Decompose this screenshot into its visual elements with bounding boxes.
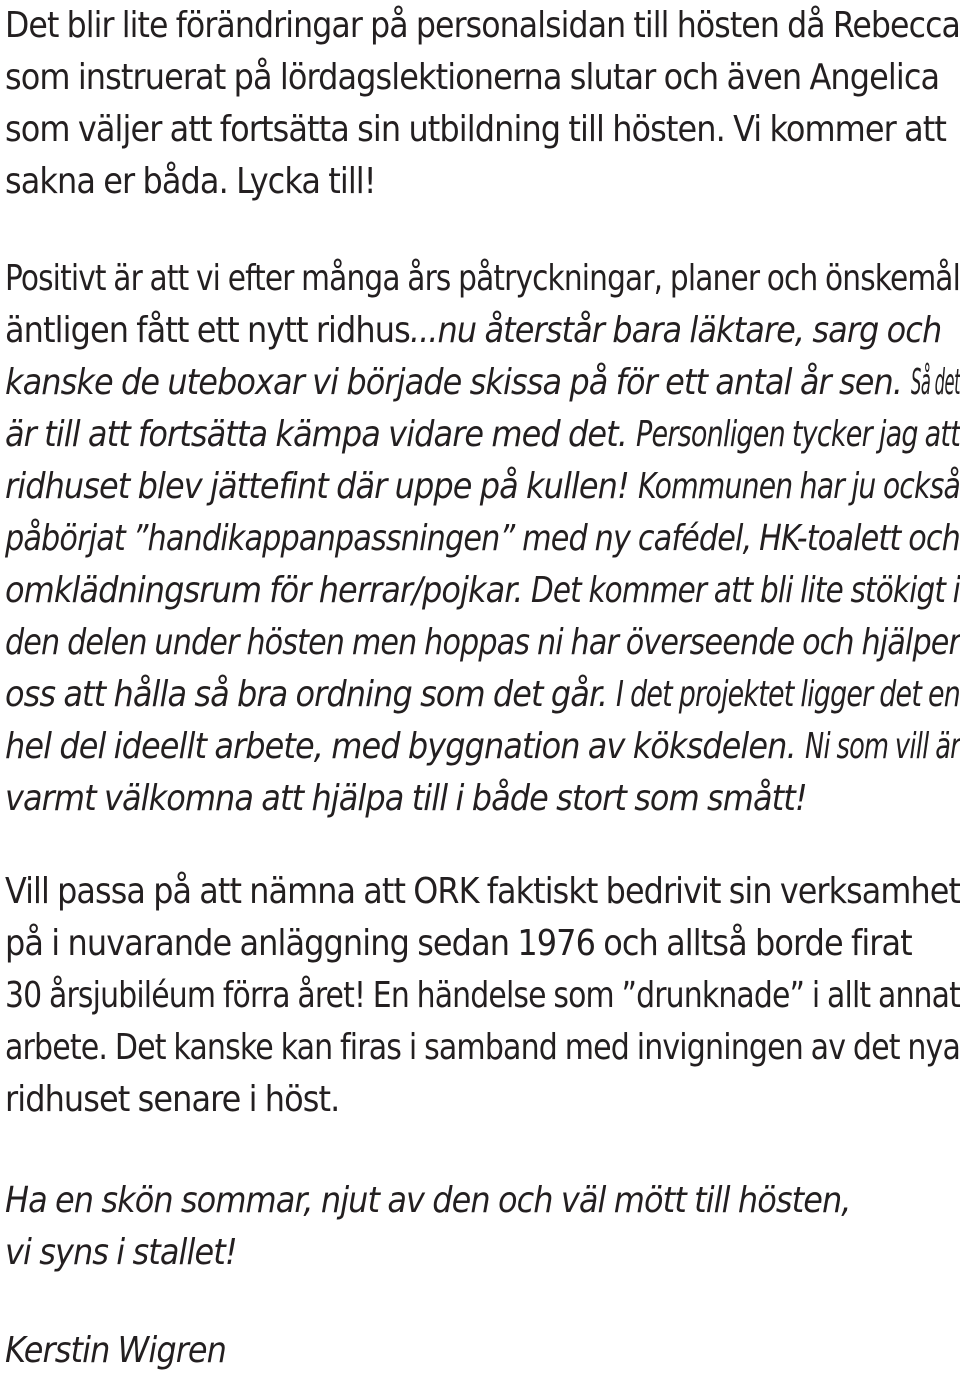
signature: Kerstin Wigren bbox=[5, 1330, 227, 1371]
text-run: Det kommer att bli lite stökigt i bbox=[531, 570, 960, 611]
text-run: Så det bbox=[911, 362, 960, 403]
text-line-continuation bbox=[616, 669, 960, 721]
text-line: är till att fortsätta kämpa vidare med det. bbox=[5, 414, 628, 455]
text-line-continuation bbox=[636, 409, 960, 461]
text-line: 30 årsjubiléum förra året! En händelse som ”drunknade” i allt annat bbox=[5, 975, 960, 1016]
text-run: Personligen tycker jag att bbox=[636, 414, 960, 455]
text-line: varmt välkomna att hjälpa till i både stort som smått! bbox=[5, 778, 807, 819]
text-line: omklädningsrum för herrar/pojkar. bbox=[5, 570, 523, 611]
text-line: ridhuset blev jättefint där uppe på kullen! bbox=[5, 466, 629, 507]
text-line-continuation bbox=[911, 357, 960, 409]
text-line: vi syns i stallet! bbox=[5, 1232, 237, 1273]
text-run: I det projektet ligger det en bbox=[616, 674, 960, 715]
text-line-mixed bbox=[5, 305, 941, 357]
text-line: Ha en skön sommar, njut av den och väl mött till hösten, bbox=[5, 1180, 851, 1221]
text-line: den delen under hösten men hoppas ni har överseende och hjälper bbox=[5, 622, 960, 663]
text-line: Vill passa på att nämna att ORK faktiskt bedrivit sin verksamhet bbox=[5, 871, 960, 912]
text-line: ridhuset senare i höst. bbox=[5, 1079, 340, 1120]
text-line: som väljer att fortsätta sin utbildning till hösten. Vi kommer att bbox=[5, 109, 947, 150]
text-line: Det blir lite förändringar på personalsidan till hösten då Rebecca bbox=[5, 5, 960, 46]
text-line-continuation bbox=[638, 461, 960, 513]
text-run: äntligen fått ett nytt ridhus bbox=[5, 310, 410, 351]
text-line: kanske de uteboxar vi började skissa på för ett antal år sen. bbox=[5, 362, 903, 403]
text-line: som instruerat på lördagslektionerna slutar och även Angelica bbox=[5, 57, 940, 98]
text-line: sakna er båda. Lycka till! bbox=[5, 161, 376, 202]
text-run: Ni som vill är bbox=[804, 726, 960, 767]
text-run: ...nu återstår bara läktare, sarg och bbox=[409, 310, 942, 351]
text-line: påbörjat ”handikappanpassningen” med ny cafédel, HK-toalett och bbox=[5, 518, 960, 559]
text-line: på i nuvarande anläggning sedan 1976 och alltså borde firat bbox=[5, 923, 912, 964]
text-line: Positivt är att vi efter många års påtryckningar, planer och önskemål bbox=[5, 258, 960, 299]
text-line-continuation bbox=[531, 565, 960, 617]
text-line: hel del ideellt arbete, med byggnation av köksdelen. bbox=[5, 726, 796, 767]
text-run: Kommunen har ju också bbox=[637, 466, 960, 507]
text-line-continuation bbox=[805, 721, 960, 773]
text-line: arbete. Det kanske kan firas i samband med invigningen av det nya bbox=[5, 1027, 960, 1068]
text-line: oss att hålla så bra ordning som det går. bbox=[5, 674, 608, 715]
